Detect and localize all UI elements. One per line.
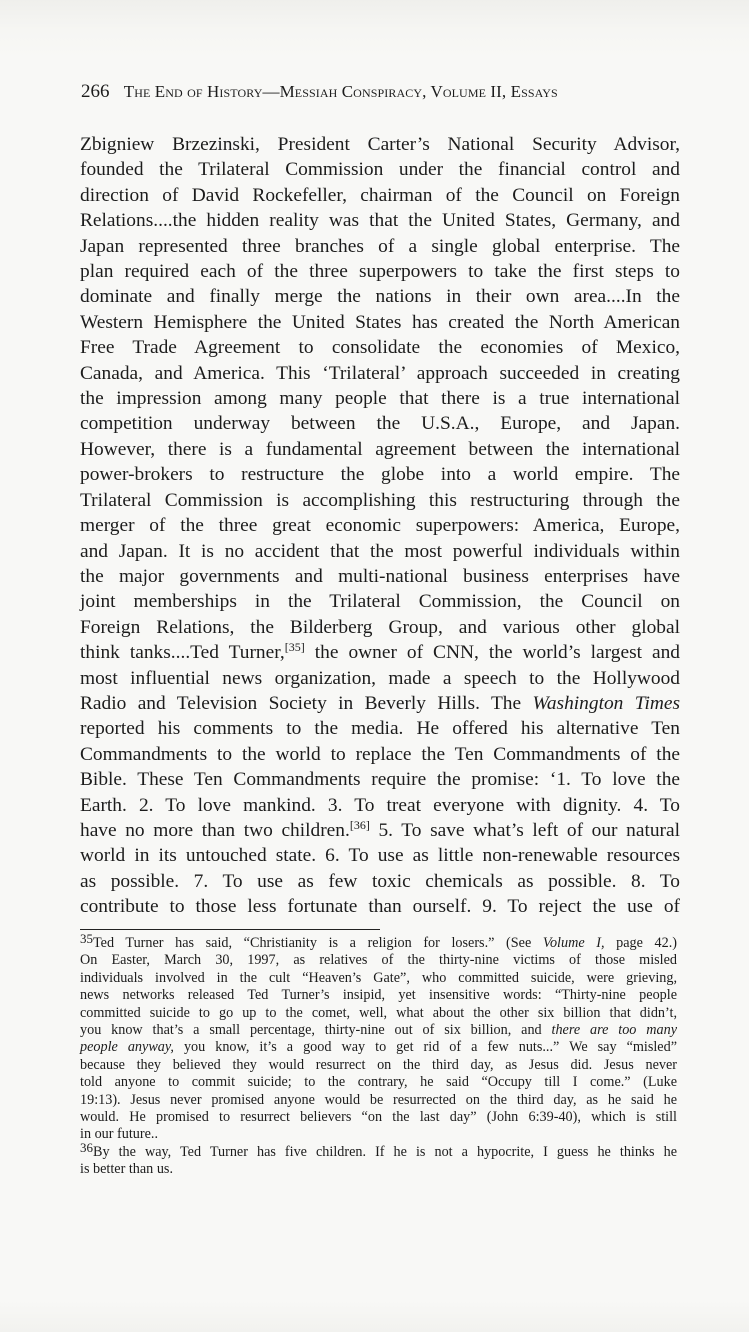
- footnote-marker: 36: [80, 1139, 93, 1155]
- footnote-italic: people anyway,: [80, 1039, 174, 1056]
- footnote-line: [80, 931, 677, 952]
- body-line: the impression among many people that there is a true international: [80, 388, 680, 410]
- body-text-run: think tanks....Ted Turner,: [80, 642, 285, 664]
- footnote-line: would. He promised to resurrect believers “on the last day” (John 6:39-40), which is still: [80, 1109, 677, 1126]
- footnote-divider: [80, 929, 380, 930]
- body-line: Trilateral Commission is accomplishing this restructuring through the: [80, 489, 680, 511]
- body-line: most influential news organization, made a speech to the Hollywood: [80, 667, 680, 689]
- body-line: Free Trade Agreement to consolidate the economies of Mexico,: [80, 337, 680, 359]
- footnote-marker: 35: [80, 931, 93, 946]
- footnote-line: individuals involved in the cult “Heaven’s Gate”, who committed suicide, were grieving,: [80, 969, 677, 986]
- body-line: contribute to those less fortunate than ourself. 9. To reject the use of: [80, 896, 680, 918]
- footnote-text-run: you know that’s a small percentage, thirty-nine out of six billion, and: [80, 1022, 552, 1039]
- footnote-35: [80, 931, 678, 1144]
- body-paragraph: [80, 132, 680, 920]
- body-line: merger of the three great economic superpowers: America, Europe,: [80, 515, 680, 537]
- body-line: the major governments and multi-national business enterprises have: [80, 565, 680, 587]
- body-line: dominate and finally merge the nations in their own area....In the: [80, 286, 680, 308]
- footnote-line: [80, 1139, 677, 1161]
- footnote-text-run: Ted Turner has said, “Christianity is a religion for losers.” (See: [93, 935, 543, 951]
- footnote-line: news networks released Ted Turner’s insipid, yet insensitive words: “Thirty-nine people: [80, 987, 677, 1004]
- footnote-text-run: page 42.): [604, 935, 677, 951]
- footnote-italic: there are too many: [551, 1022, 678, 1039]
- footnote-line: because they believed they would resurrect on the third day, as Jesus did. Jesus never: [80, 1056, 677, 1073]
- body-line: Commandments to the world to replace the Ten Commandments of the: [80, 743, 680, 765]
- body-line: Canada, and America. This ‘Trilateral’ approach succeeded in creating: [80, 362, 680, 384]
- footnote-line: is better than us.: [80, 1161, 173, 1178]
- body-line: joint memberships in the Trilateral Commission, the Council on: [80, 591, 680, 613]
- body-line: Japan represented three branches of a single global enterprise. The: [80, 235, 680, 257]
- footnote-line: told anyone to commit suicide; to the contrary, he said “Occupy till I come.” (Luke: [80, 1074, 677, 1091]
- body-line: direction of David Rockefeller, chairman of the Council on Foreign: [80, 184, 680, 206]
- body-line: [80, 818, 680, 843]
- footnote-36: [80, 1139, 677, 1179]
- body-line: [80, 691, 680, 716]
- footnote-reference-36[interactable]: [36]: [349, 817, 370, 832]
- body-line: Foreign Relations, the Bilderberg Group, and various other global: [80, 616, 680, 638]
- footnote-reference-35[interactable]: [35]: [284, 640, 305, 655]
- footnote-line: committed suicide to go up to the comet, well, what about the other six billion that didn’t,: [80, 1004, 677, 1021]
- body-text-run: Radio and Television Society in Beverly Hills. The: [80, 692, 533, 714]
- footnotes: [80, 931, 678, 1179]
- body-line: Earth. 2. To love mankind. 3. To treat everyone with dignity. 4. To: [80, 794, 680, 816]
- body-line: reported his comments to the media. He offered his alternative Ten: [80, 718, 680, 740]
- body-text-run: 5. To save what’s left of our natural: [369, 819, 680, 841]
- body-line: plan required each of the three superpowers to take the first steps to: [80, 261, 680, 283]
- body-text-run: have no more than two children.: [80, 819, 350, 841]
- footnote-line: in our future..: [80, 1126, 159, 1143]
- running-title: The End of History—Messiah Conspiracy, Volume II, Essays: [123, 82, 558, 101]
- body-line: [80, 640, 680, 665]
- footnote-line: On Easter, March 30, 1997, as relatives of the thirty-nine victims of those misled: [80, 952, 677, 969]
- body-line: power-brokers to restructure the globe into a world empire. The: [80, 464, 680, 486]
- body-line: founded the Trilateral Commission under the financial control and: [80, 159, 680, 181]
- body-line: and Japan. It is no accident that the most powerful individuals within: [80, 540, 680, 562]
- body-line: Zbigniew Brzezinski, President Carter’s National Security Advisor,: [80, 134, 680, 155]
- body-line: However, there is a fundamental agreement between the international: [80, 438, 680, 460]
- newspaper-title: Washington Times: [532, 692, 680, 714]
- running-header: [81, 80, 681, 104]
- footnote-line: [80, 1039, 677, 1056]
- footnote-italic: Volume I,: [542, 935, 605, 951]
- body-line: competition underway between the U.S.A., Europe, and Japan.: [80, 413, 680, 435]
- body-line: Bible. These Ten Commandments require the promise: ‘1. To love the: [80, 769, 680, 791]
- footnote-text-run: you know, it’s a good way to get rid of a few nuts...” We say “misled”: [173, 1039, 677, 1056]
- body-text-run: the owner of CNN, the world’s largest and: [304, 642, 681, 664]
- footnote-line: 19:13). Jesus never promised anyone would be resurrected on the third day, as he said he: [80, 1091, 677, 1108]
- body-line: Western Hemisphere the United States has created the North American: [80, 311, 680, 333]
- body-line: as possible. 7. To use as few toxic chemicals as possible. 8. To: [80, 870, 680, 892]
- footnote-text-run: By the way, Ted Turner has five children. If he is not a hypocrite, I guess he thinks he: [93, 1143, 677, 1160]
- page-number: 266: [81, 81, 110, 102]
- body-line: world in its untouched state. 6. To use as little non-renewable resources: [80, 845, 680, 867]
- footnote-line: [80, 1022, 677, 1039]
- body-line: Relations....the hidden reality was that the United States, Germany, and: [80, 210, 680, 232]
